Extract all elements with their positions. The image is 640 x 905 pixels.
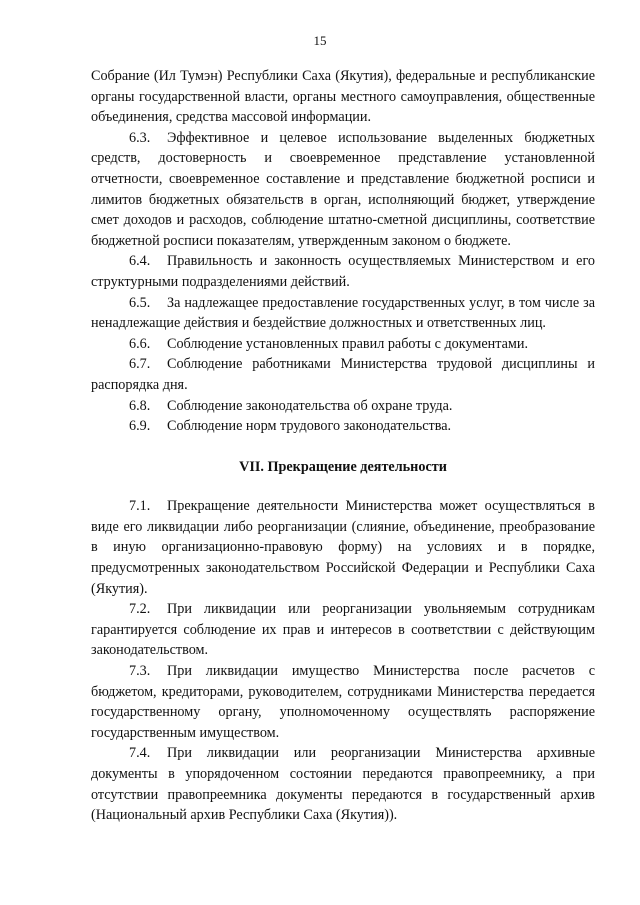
clause-7-2 [91,599,595,661]
clause-number: 6.3. [129,129,151,146]
clause-number: 7.2. [129,601,151,618]
clause-6-7 [91,354,595,395]
clause-text: Прекращение деятельности Министерства может осуществляться в виде его ликвидации либо реорганизации (слияние, объединение, преобразование в иную организационно-правовую форму) на условиях и в порядке, предусмотренных законодательством Российской Федерации и Республики Саха (Якутия). [91,498,595,597]
clause-text: Правильность и законность осуществляемых Министерством и его структурными подразделениями действий. [91,253,595,290]
clause-number: 7.3. [129,663,151,680]
clause-6-4 [91,251,595,292]
clause-6-8 [91,396,595,417]
clause-number: 6.7. [129,356,151,373]
clause-text: За надлежащее предоставление государственных услуг, в том числе за ненадлежащие действия и бездействие должностных и ответственных лиц. [91,294,595,332]
document-body [91,66,595,826]
clause-number: 7.4. [129,745,151,762]
clause-number: 6.9. [129,418,151,435]
clause-text: Эффективное и целевое использование выделенных бюджетных средств, достоверность и своевременное представление установленной отчетности, своевременное составление и представление бюджетной росписи и лимитов бюджетных обязательств в орган, исполняющий бюджет, утверждение смет доходов и расходов, соблюдение штатно-сметной дисциплины, соответствие бюджетной росписи показателям, утвержденным законом о бюджете. [91,129,595,249]
clause-7-3 [91,661,595,743]
clause-number: 6.8. [129,397,151,414]
continued-paragraph: Собрание (Ил Тумэн) Республики Саха (Якутия), федеральные и республиканские органы государственной власти, органы местного самоуправления, общественные объединения, средства массовой информации. [91,68,595,126]
clause-6-9 [91,416,595,437]
section-7-items [91,496,595,826]
clause-text: Соблюдение норм трудового законодательства. [167,418,452,435]
clause-text: При ликвидации имущество Министерства после расчетов с бюджетом, кредиторами, руководителем, сотрудниками Министерства передается государственному органу, уполномоченному осуществлять распоряжение государственным имуществом. [91,663,595,741]
clause-6-6 [91,334,595,355]
clause-text: Соблюдение работниками Министерства трудовой дисциплины и распорядка дня. [91,356,595,393]
clause-text: При ликвидации или реорганизации Министерства архивные документы в упорядоченном состоянии передаются правопреемнику, а при отсутствии правопреемника документы передаются в государственный архив (Национальный архив Республики Саха (Якутия)). [91,745,595,824]
clause-6-5 [91,293,595,334]
page-number: 15 [313,33,327,48]
clause-number: 6.6. [129,335,151,352]
clause-number: 7.1. [129,498,151,515]
clause-number: 6.5. [129,294,151,311]
clause-text: При ликвидации или реорганизации увольняемым сотрудникам гарантируется соблюдение их прав и интересов в соответствии с действующим законодательством. [91,601,595,659]
clause-number: 6.4. [129,253,151,270]
section-6-items [91,128,595,437]
clause-7-1 [91,496,595,599]
clause-7-4 [91,743,595,825]
clause-text: Соблюдение установленных правил работы с документами. [167,335,529,352]
section-heading: VII. Прекращение деятельности [239,458,447,475]
clause-6-3 [91,128,595,252]
clause-text: Соблюдение законодательства об охране труда. [167,397,453,414]
